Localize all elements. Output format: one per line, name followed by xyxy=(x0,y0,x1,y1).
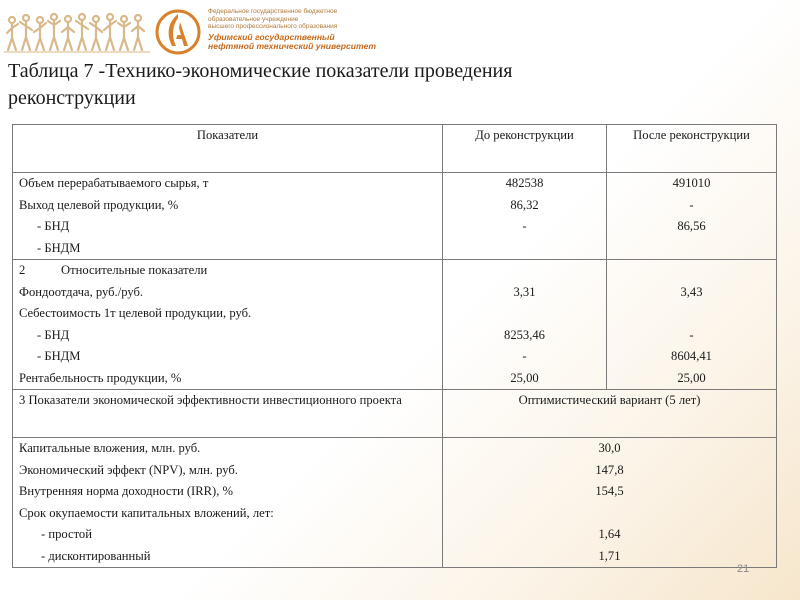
label-payback: Срок окупаемости капитальных вложений, лет: xyxy=(19,505,274,520)
value-cell: 1,64 xyxy=(598,527,621,541)
value-cell: 25,00 xyxy=(677,370,706,385)
section-1-labels xyxy=(13,173,443,260)
value-cell: 3,43 xyxy=(680,284,703,299)
label-capital-investment: Капитальные вложения, млн. руб. xyxy=(19,441,201,455)
value-cell xyxy=(449,503,770,525)
value-cell: 154,5 xyxy=(595,484,624,498)
value-cell: 86,32 xyxy=(510,197,539,212)
value-cell: 3,31 xyxy=(513,284,536,299)
column-header-after: После реконструкции xyxy=(607,125,777,173)
org-line-3: высшего профессионального образования xyxy=(208,23,338,30)
people-illustration-icon xyxy=(4,6,150,56)
label-bndm: - БНДМ xyxy=(37,240,81,255)
label-simple-payback: - простой xyxy=(41,527,92,541)
header-banner xyxy=(0,0,800,58)
section-2-number: 2 xyxy=(19,263,26,277)
value-cell: 8604,41 xyxy=(671,349,712,363)
label-unit-cost: Себестоимость 1т целевой продукции, руб. xyxy=(19,306,252,320)
title-line-1: Таблица 7 -Технико-экономические показатели проведения xyxy=(8,60,513,82)
university-name-block xyxy=(208,8,376,51)
column-header-indicators: Показатели xyxy=(13,125,443,173)
value-cell: 1,71 xyxy=(598,548,621,563)
label-bnd: - БНД xyxy=(37,327,70,342)
section-2-before xyxy=(443,260,607,390)
value-cell: 491010 xyxy=(672,176,711,190)
section-1-before xyxy=(443,173,607,260)
university-name-line-2: нефтяной технический университет xyxy=(208,40,376,51)
label-bndm: - БНДМ xyxy=(37,349,81,363)
section-2-after xyxy=(607,260,777,390)
label-npv: Экономический эффект (NPV), млн. руб. xyxy=(19,462,238,477)
section-4-values xyxy=(443,438,777,568)
table-row-section-3 xyxy=(13,390,777,438)
column-header-before: До реконструкции xyxy=(443,125,607,173)
section-2-labels xyxy=(13,260,443,390)
page-number: 21 xyxy=(737,563,750,575)
label-profitability: Рентабельность продукции, % xyxy=(19,370,182,385)
label-discounted-payback: - дисконтированный xyxy=(41,548,151,563)
label-bnd: - БНД xyxy=(37,219,70,233)
value-cell: - xyxy=(522,219,527,233)
section-2-title: Относительные показатели xyxy=(61,263,208,277)
section-1-after xyxy=(607,173,777,260)
section-3-variant: Оптимистический вариант (5 лет) xyxy=(443,390,777,438)
org-line-2: образовательное учреждение xyxy=(208,15,299,23)
value-cell: 25,00 xyxy=(510,370,539,385)
ugntu-logo-icon xyxy=(154,8,202,56)
value-cell: - xyxy=(522,349,527,363)
section-2-heading xyxy=(19,260,436,282)
section-4-labels xyxy=(13,438,443,568)
org-line-1: Федеральное государственное бюджетное xyxy=(208,8,338,15)
university-name-line-1: Уфимский государственный xyxy=(208,31,335,42)
title-line-2: реконструкции xyxy=(8,87,136,109)
label-target-yield: Выход целевой продукции, % xyxy=(19,197,179,212)
indicators-table xyxy=(12,124,777,568)
table-header-row xyxy=(13,125,777,173)
table-row-section-1 xyxy=(13,173,777,260)
value-cell: - xyxy=(689,197,694,212)
value-cell: - xyxy=(689,327,694,342)
table-row-section-4 xyxy=(13,438,777,568)
label-irr: Внутренняя норма доходности (IRR), % xyxy=(19,484,234,498)
slide-title xyxy=(8,58,788,112)
label-asset-return: Фондоотдача, руб./руб. xyxy=(19,284,144,299)
value-cell: 30,0 xyxy=(598,441,621,455)
label-raw-volume: Объем перерабатываемого сырья, т xyxy=(19,176,209,190)
value-cell: 86,56 xyxy=(677,219,706,233)
value-cell: 8253,46 xyxy=(504,327,545,342)
value-cell: 482538 xyxy=(505,176,544,190)
value-cell: 147,8 xyxy=(595,462,624,477)
table-row-section-2 xyxy=(13,260,777,390)
section-3-title: 3 Показатели экономической эффективности инвестиционного проекта xyxy=(13,390,443,438)
